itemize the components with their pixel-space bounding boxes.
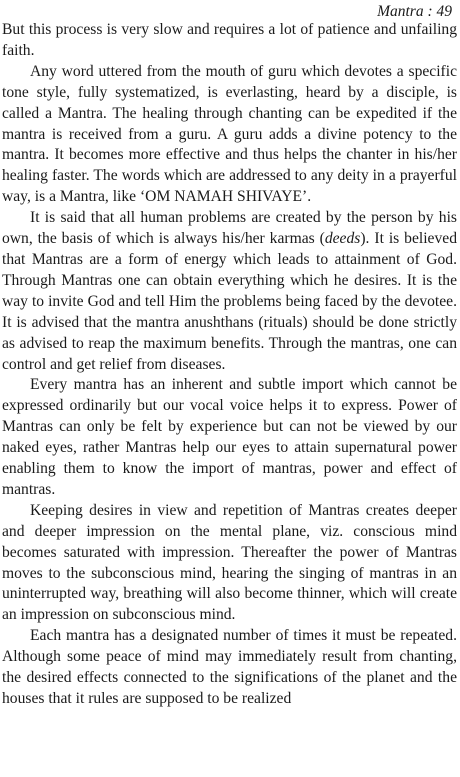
body-text bbox=[2, 20, 457, 710]
paragraph-mantra-definition: Any word uttered from the mouth of guru which devotes a specific tone style, fully systematized, is everlasting, heard by a disciple, is called a Mantra. The healing through chanting can be expedited if the mantra is received from a guru. A guru adds a divine potency to the mantra. It becomes more effective and thus helps the chanter in his/her healing faster. The words which are addressed to any deity in a prayerful way, is a Mantra, like ‘OM NAMAH SHIVAYE’. bbox=[2, 62, 457, 206]
paragraph-text-segment: It is said that all human problems are created by the person by his own, the basis of which is always his/her karmas ( bbox=[2, 209, 457, 248]
paragraph-human-problems bbox=[2, 208, 457, 375]
paragraph-desires-repetition: Keeping desires in view and repetition of Mantras creates deeper and deeper impression on the mental plane, viz. conscious mind becomes saturated with impression. Thereafter the power of Mantras moves to the subconscious mind, hearing the singing of mantras in an uninterrupted way, breathing will also become thinner, which will create an impression on subconscious mind. bbox=[2, 501, 457, 624]
paragraph-designated-repetitions: Each mantra has a designated number of times it must be repeated. Although some peace of mind may immediately result from chanting, the desired effects connected to the significations of the planet and the houses that it rules are supposed to be realized bbox=[2, 627, 457, 707]
running-header: Mantra : 49 bbox=[377, 3, 452, 20]
italic-term: deeds bbox=[324, 230, 361, 248]
paragraph-inherent-import: Every mantra has an inherent and subtle import which cannot be expressed ordinarily but our vocal voice helps it to express. Power of Mantras can only be felt by experience but can not be viewed by our naked eyes, rather Mantras help our eyes to attain supernatural power enabling them to know the import of mantras, power and effect of mantras. bbox=[2, 376, 457, 498]
paragraph-text-segment: ). It is believed that Mantras are a form of energy which leads to attainment of God. Through Mantras one can obtain everything which he desires. It is the way to invite God and tell Him the problems being faced by the devotee. It is advised that the mantra anushthans (rituals) should be done strictly as advised to reap the maximum benefits. Through the mantras, one can control and get relief from diseases. bbox=[2, 230, 457, 373]
paragraph-continuation: But this process is very slow and requires a lot of patience and unfailing faith. bbox=[2, 21, 457, 59]
